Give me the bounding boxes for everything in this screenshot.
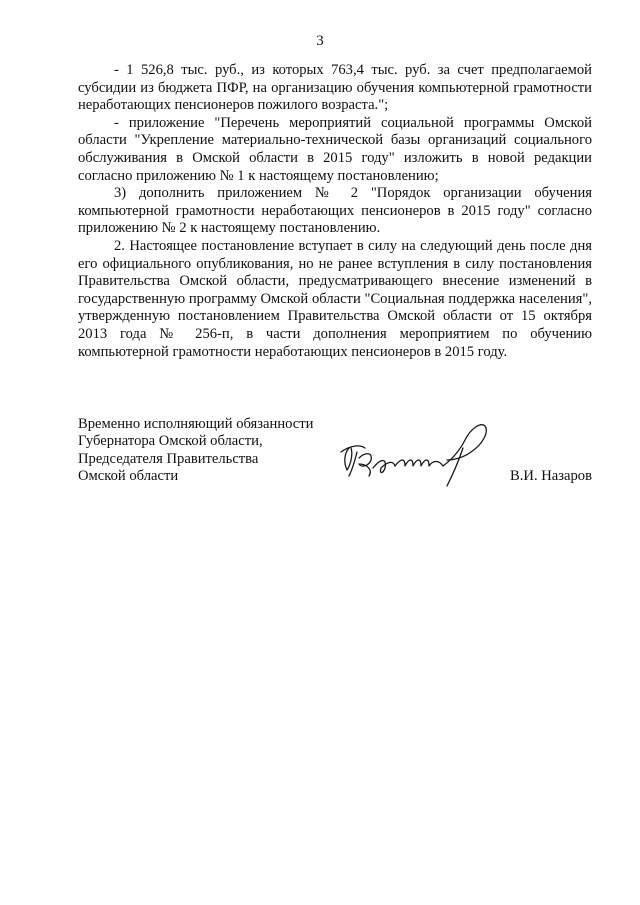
- signer-title-line: Омской области: [78, 468, 179, 485]
- signer-title-line: Губернатора Омской области,: [78, 433, 263, 450]
- signer-name: В.И. Назаров: [510, 468, 592, 484]
- paragraph-appendix-list: - приложение "Перечень мероприятий социальной программы Омской области "Укрепление материально-технической базы организаций социального обслуживания в Омской области в 2015 году" изложить в новой редакции согласно приложению № 1 к настоящему постановлению;: [78, 114, 592, 184]
- page-number: 3: [316, 33, 324, 49]
- signer-title-line: Временно исполняющий обязанности: [78, 416, 314, 432]
- document-body: [78, 62, 592, 361]
- signer-title-line: Председателя Правительства: [78, 450, 259, 467]
- signer-title: [78, 416, 313, 486]
- signature-block: [78, 416, 592, 496]
- handwritten-signature: [335, 418, 495, 490]
- paragraph-subsidy-amount: - 1 526,8 тыс. руб., из которых 763,4 тыс. руб. за счет предполагаемой субсидии из бюджета ПФР, на организацию обучения компьютерной грамотности неработающих пенсионеров пожилого возраста.";: [78, 62, 592, 114]
- paragraph-appendix-2: 3) дополнить приложением № 2 "Порядок организации обучения компьютерной грамотности неработающих пенсионеров в 2015 году" согласно приложению № 2 к настоящему постановлению.: [78, 185, 592, 237]
- paragraph-entry-into-force: 2. Настоящее постановление вступает в силу на следующий день после дня его официального опубликования, но не ранее вступления в силу постановления Правительства Омской области, предусматривающего внесение изменений в государственную программу Омской области "Социальная поддержка населения", утвержденную постановлением Правительства Омской области от 15 октября 2013 года № 256-п, в части дополнения мероприятием по обучению компьютерной грамотности неработающих пенсионеров в 2015 году.: [78, 237, 592, 360]
